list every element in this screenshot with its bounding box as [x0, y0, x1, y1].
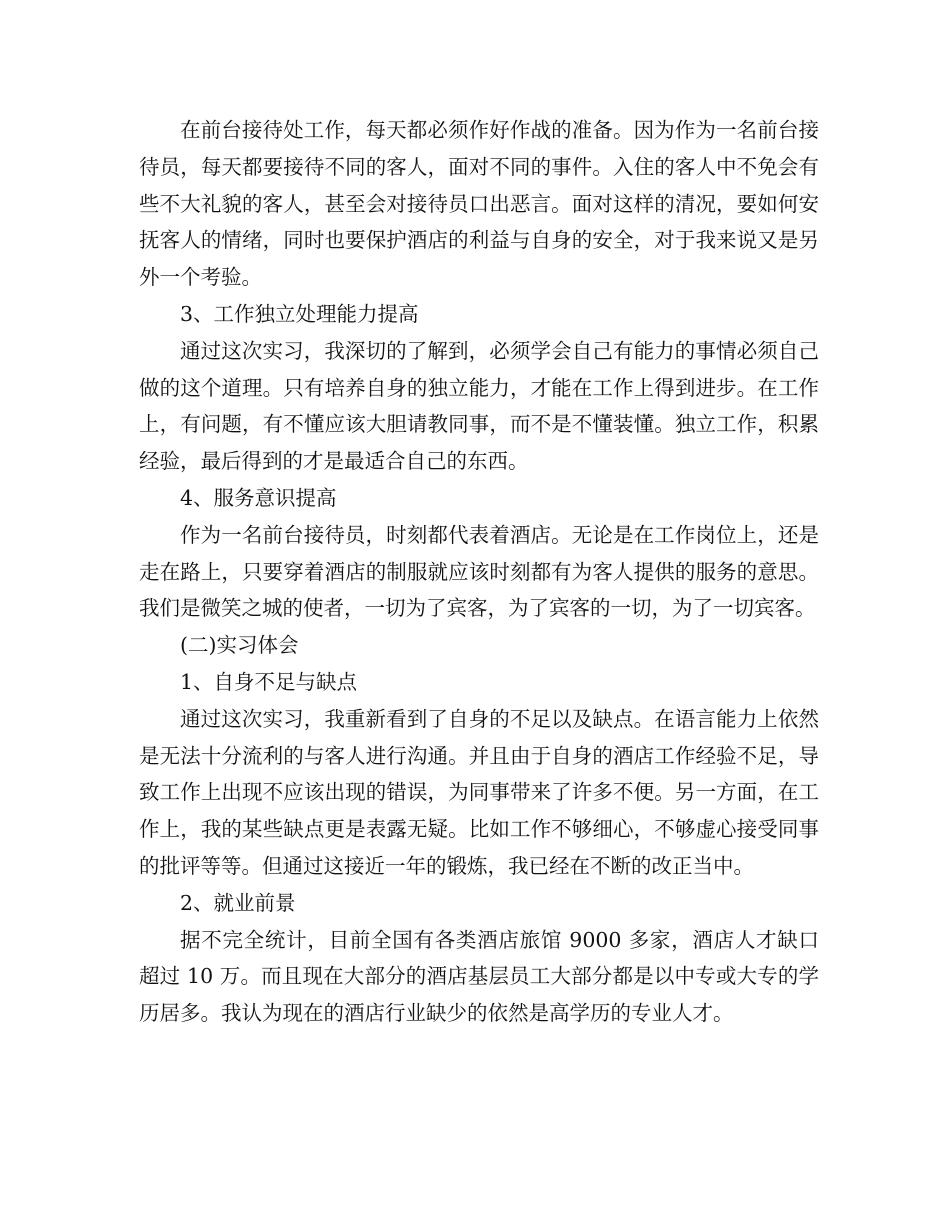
paragraph-shortcomings: 通过这次实习，我重新看到了自身的不足以及缺点。在语言能力上依然是无法十分流利的与客人进行沟通。并且由于自身的酒店工作经验不足，导致工作上出现不应该出现的错误，为同事带来了许多不便。另一方面，在工作上，我的某些缺点更是表露无疑。比如工作不够细心，不够虚心接受同事的批评等等。但通过这接近一年的锻炼，我已经在不断的改正当中。 — [139, 706, 819, 878]
heading-internship-experience: (二)实习体会 — [180, 633, 299, 658]
heading-service-awareness: 4、服务意识提高 — [180, 485, 337, 510]
heading-shortcomings: 1、自身不足与缺点 — [180, 669, 358, 694]
document-body — [139, 112, 819, 1032]
heading-independent-ability: 3、工作独立处理能力提高 — [180, 301, 419, 326]
paragraph-employment-prospects: 据不完全统计，目前全国有各类酒店旅馆 9000 多家，酒店人才缺口超过 10 万。而且现在大部分的酒店基层员工大部分都是以中专或大专的学历居多。我认为现在的酒店行业缺少的依然是高学历的专业人才。 — [139, 927, 819, 1026]
heading-employment-prospects: 2、就业前景 — [180, 890, 296, 915]
paragraph-independent-ability: 通过这次实习，我深切的了解到，必须学会自己有能力的事情必须自己做的这个道理。只有培养自身的独立能力，才能在工作上得到进步。在工作上，有问题，有不懂应该大胆请教同事，而不是不懂装懂。独立工作，积累经验，最后得到的才是最适合自己的东西。 — [139, 338, 819, 474]
paragraph-service-awareness: 作为一名前台接待员，时刻都代表着酒店。无论是在工作岗位上，还是走在路上，只要穿着酒店的制服就应该时刻都有为客人提供的服务的意思。我们是微笑之城的使者，一切为了宾客，为了宾客的一切，为了一切宾客。 — [139, 522, 819, 621]
paragraph-front-desk-challenges: 在前台接待处工作，每天都必须作好作战的准备。因为作为一名前台接待员，每天都要接待不同的客人，面对不同的事件。入住的客人中不免会有些不大礼貌的客人，甚至会对接待员口出恶言。面对这样的清况，要如何安抚客人的情绪，同时也要保护酒店的利益与自身的安全，对于我来说又是另外一个考验。 — [139, 118, 819, 290]
